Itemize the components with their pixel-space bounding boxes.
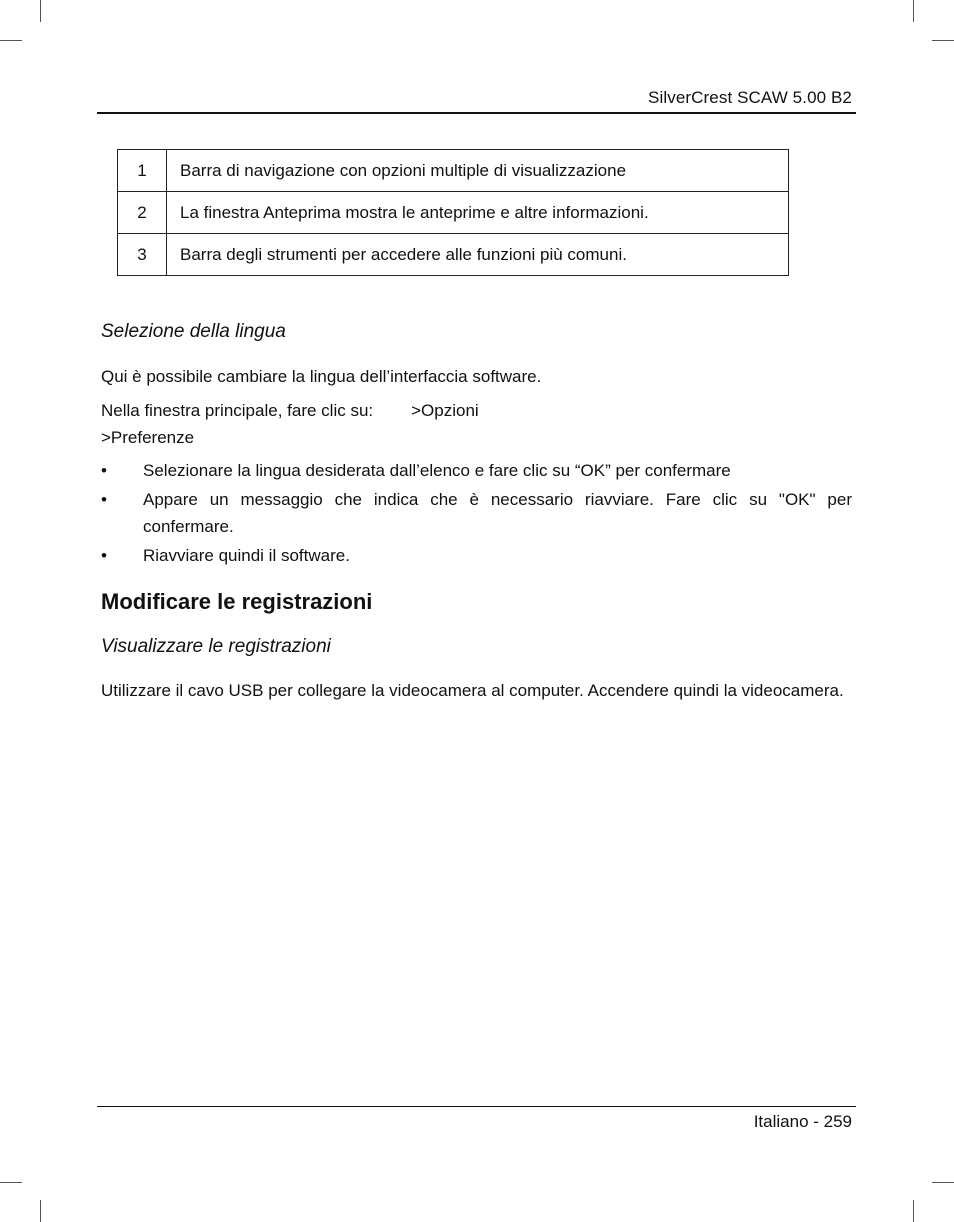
legend-number: 3 (118, 234, 167, 276)
list-item (101, 457, 852, 484)
list-item-text: Riavviare quindi il software. (143, 546, 350, 565)
table-row (118, 150, 789, 192)
page-number: Italiano - 259 (753, 1112, 852, 1131)
bullet-dot: • (101, 461, 107, 480)
crop-mark-bottom-right-h (932, 1182, 954, 1183)
legend-description: Barra di navigazione con opzioni multiple di visualizzazione (167, 150, 789, 192)
crop-mark-bottom-left-h (0, 1182, 22, 1183)
language-path-preferences: >Preferenze (101, 428, 195, 447)
footer-rule (97, 1106, 856, 1107)
crop-mark-top-right-v (913, 0, 914, 22)
crop-mark-bottom-left-v (40, 1200, 41, 1222)
list-item (101, 542, 852, 569)
table-row (118, 234, 789, 276)
legend-table (117, 149, 789, 276)
legend-description: La finestra Anteprima mostra le anteprime e altre informazioni. (167, 192, 789, 234)
list-item (101, 486, 852, 540)
crop-mark-top-left-h (0, 40, 22, 41)
list-item-text: Appare un messaggio che indica che è necessario riavviare. Fare clic su "OK" per confermare. (143, 490, 852, 536)
crop-mark-top-right-h (932, 40, 954, 41)
language-path-prefix: Nella finestra principale, fare clic su: (101, 401, 374, 420)
header-product-name: SilverCrest SCAW 5.00 B2 (648, 88, 852, 107)
crop-mark-top-left-v (40, 0, 41, 22)
list-item-text: Selezionare la lingua desiderata dall’elenco e fare clic su “OK” per confermare (143, 461, 731, 480)
edit-section-subtitle: Visualizzare le registrazioni (101, 636, 331, 657)
edit-section-heading: Modificare le registrazioni (101, 589, 373, 614)
language-steps-list (101, 457, 852, 571)
legend-description: Barra degli strumenti per accedere alle funzioni più comuni. (167, 234, 789, 276)
legend-number: 2 (118, 192, 167, 234)
bullet-dot: • (101, 490, 107, 509)
language-path-options: >Opzioni (411, 401, 479, 420)
bullet-dot: • (101, 546, 107, 565)
language-section-title: Selezione della lingua (101, 321, 286, 342)
language-path (101, 397, 852, 424)
crop-mark-bottom-right-v (913, 1200, 914, 1222)
table-row (118, 192, 789, 234)
header-rule (97, 112, 856, 114)
legend-number: 1 (118, 150, 167, 192)
language-intro: Qui è possibile cambiare la lingua dell’interfaccia software. (101, 367, 542, 386)
edit-section-body: Utilizzare il cavo USB per collegare la videocamera al computer. Accendere quindi la videocamera. (101, 681, 844, 700)
